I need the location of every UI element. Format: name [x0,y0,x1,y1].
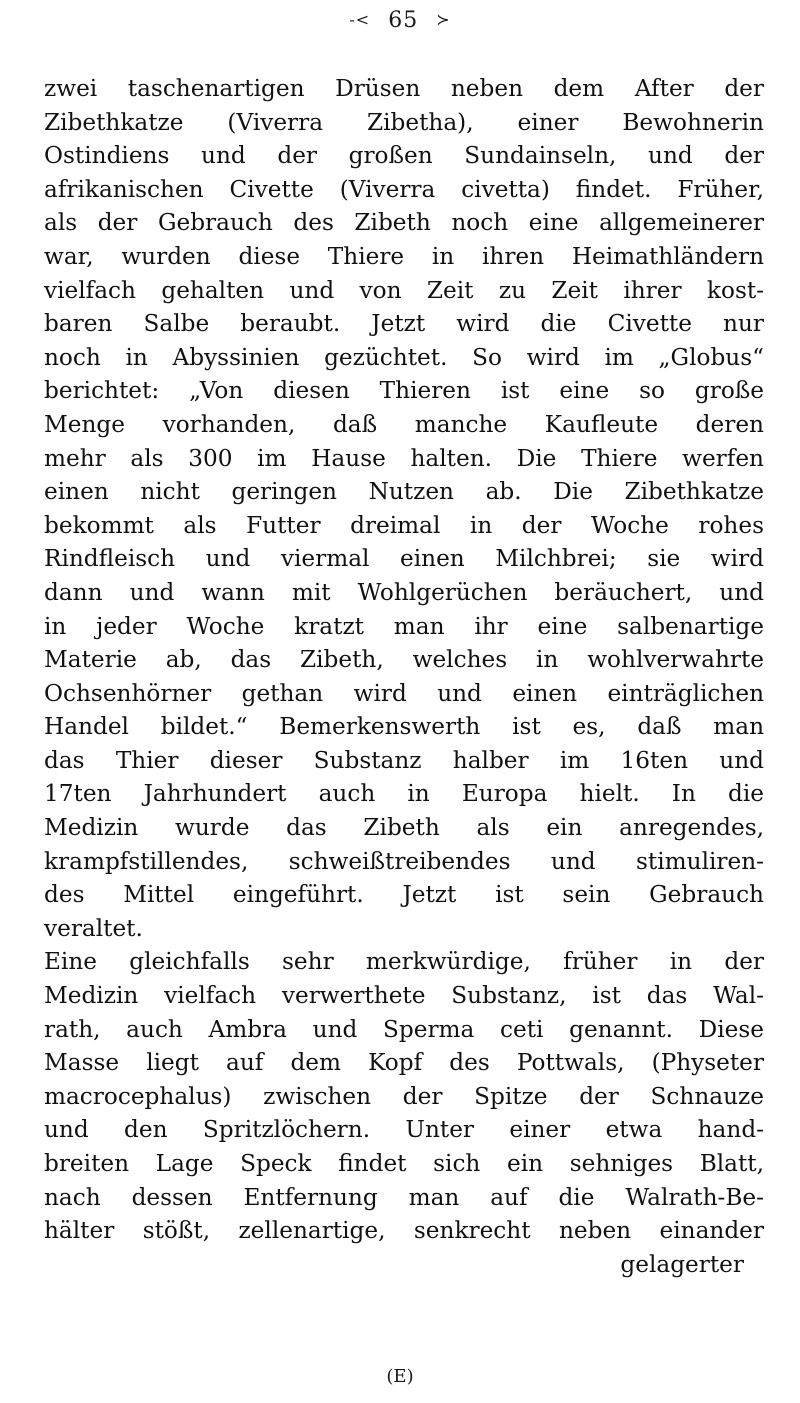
text-line: gelagerter [620,1250,744,1278]
ornament-right: ≻ [436,10,451,29]
text-line: einen nicht geringen Nutzen ab. Die Zibethkatze [44,478,764,506]
text-line: 17ten Jahrhundert auch in Europa hielt. In die [44,780,764,808]
text-line: Ostindiens und der großen Sundainseln, und der [44,142,764,170]
text-line: breiten Lage Speck findet sich ein sehniges Blatt, [44,1150,764,1177]
text-line: hälter stößt, zellenartige, senkrecht neben einander [44,1217,764,1245]
text-line: Zibethkatze (Viverra Zibetha), einer Bewohnerin [44,108,764,136]
text-line: Ochsenhörner gethan wird und einen einträglichen [44,679,764,707]
text-line: des Mittel eingeführt. Jetzt ist sein Gebrauch [44,881,764,909]
text-line: Medizin wurde das Zibeth als ein anregendes, [44,814,764,842]
text-line: dann und wann mit Wohlgerüchen beräuchert, und [44,578,764,606]
text-line: war, wurden diese Thiere in ihren Heimathländern [44,242,764,270]
text-line: Materie ab, das Zibeth, welches in wohlverwahrte [44,646,764,674]
text-line: noch in Abyssinien gezüchtet. So wird im „Globus“ [44,343,764,371]
text-line: das Thier dieser Substanz halber im 16ten und [44,746,764,774]
text-line: krampfstillendes, schweißtreibendes und stimuliren- [44,847,764,875]
text-line: und den Spritzlöchern. Unter einer etwa hand- [44,1116,764,1144]
text-line: baren Salbe beraubt. Jetzt wird die Civette nur [44,310,764,338]
signature-mark: (E) [386,1366,414,1387]
text-line: vielfach gehalten und von Zeit zu Zeit ihrer kost- [44,276,764,304]
text-line: Handel bildet.“ Bemerkenswerth ist es, daß man [44,713,764,741]
page-header [0,8,800,33]
text-line: rath, auch Ambra und Sperma ceti genannt. Diese [44,1015,764,1043]
text-line: Eine gleichfalls sehr merkwürdige, früher in der [44,948,764,976]
text-line: Menge vorhanden, daß manche Kaufleute deren [44,410,764,438]
text-line: veraltet. [44,914,143,942]
text-line: bekommt als Futter dreimal in der Woche rohes [44,511,764,539]
text-line: zwei taschenartigen Drüsen neben dem After der [44,75,764,102]
ornament-left: -< [349,10,371,29]
text-line: als der Gebrauch des Zibeth noch eine allgemeinerer [44,209,764,237]
text-line: mehr als 300 im Hause halten. Die Thiere werfen [44,444,764,472]
text-line: macrocephalus) zwischen der Spitze der Schnauze [44,1082,764,1110]
text-line: in jeder Woche kratzt man ihr eine salbenartige [44,612,764,640]
text-line: afrikanischen Civette (Viverra civetta) findet. Früher, [44,175,764,203]
page-number: 65 [388,8,419,33]
text-line: Medizin vielfach verwerthete Substanz, ist das Wal- [44,982,764,1010]
text-line: Masse liegt auf dem Kopf des Pottwals, (Physeter [44,1049,764,1077]
body-text [44,72,764,1281]
text-line: Rindfleisch und viermal einen Milchbrei; sie wird [44,545,764,573]
text-line: nach dessen Entfernung man auf die Walrath-Be- [44,1183,764,1211]
text-line: berichtet: „Von diesen Thieren ist eine so große [44,377,764,405]
